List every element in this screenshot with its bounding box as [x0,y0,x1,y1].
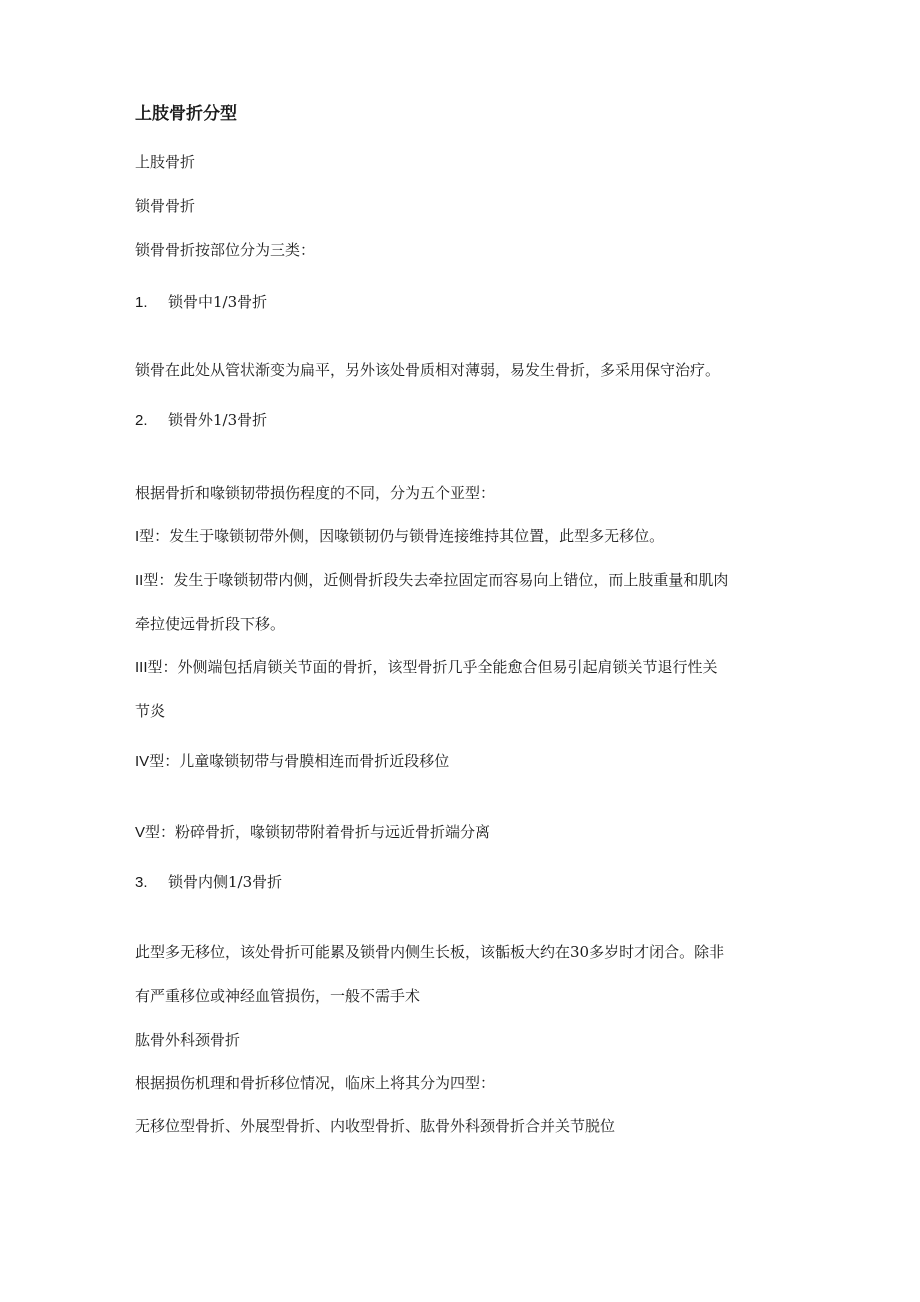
item1-description: 锁骨在此处从管状渐变为扁平，另外该处骨质相对薄弱，易发生骨折，多采用保守治疗。 [135,361,721,379]
subtype-i [135,526,664,547]
list-label: 锁骨中1/3骨折 [168,293,268,311]
section-heading: 上肢骨折 [135,153,196,171]
subtype-ii-continued: 牵拉使远骨折段下移。 [135,615,286,633]
item3-description: 此型多无移位，该处骨折可能累及锁骨内侧生长板，该骺板大约在30多岁时才闭合。除非 [135,943,725,961]
list-number: 1. [135,294,148,311]
subtype-code: I [135,528,140,545]
subtype-code: III [135,659,148,676]
list-number: 2. [135,412,148,429]
list-item-3 [135,872,282,893]
humerus-intro: 根据损伤机理和骨折移位情况，临床上将其分为四型： [135,1074,496,1092]
subtype-code: V [135,824,146,841]
humerus-heading: 肱骨外科颈骨折 [135,1031,241,1049]
subtype-code: II [135,572,144,589]
list-number: 3. [135,874,148,891]
intro-paragraph: 锁骨骨折按部位分为三类： [135,241,316,259]
list-item-2 [135,410,267,431]
subtype-ii [135,570,728,591]
subtype-text: 型：发生于喙锁韧带外侧，因喙锁韧仍与锁骨连接维持其位置，此型多无移位。 [139,527,665,545]
subtype-text: 型：发生于喙锁韧带内侧，近侧骨折段失去牵拉固定而容易向上错位，而上肢重量和肌肉 [143,571,729,589]
list-item-1 [135,292,267,313]
list-label: 锁骨内侧1/3骨折 [168,873,283,891]
subtype-v [135,822,490,843]
subtype-code: IV [135,753,150,770]
document-title: 上肢骨折分型 [135,104,237,124]
list-label: 锁骨外1/3骨折 [168,411,268,429]
subtype-iv [135,751,449,772]
subtype-text: 型：粉碎骨折，喙锁韧带附着骨折与远近骨折端分离 [145,823,491,841]
subsection-heading: 锁骨骨折 [135,197,196,215]
item3-description-continued: 有严重移位或神经血管损伤，一般不需手术 [135,987,421,1005]
humerus-types: 无移位型骨折、外展型骨折、内收型骨折、肱骨外科颈骨折合并关节脱位 [135,1117,616,1135]
subtype-text: 型：儿童喙锁韧带与骨膜相连而骨折近段移位 [149,752,450,770]
item2-description: 根据骨折和喙锁韧带损伤程度的不同，分为五个亚型： [135,484,496,502]
subtype-iii [135,657,718,678]
subtype-text: 型：外侧端包括肩锁关节面的骨折，该型骨折几乎全能愈合但易引起肩锁关节退行性关 [147,658,718,676]
subtype-iii-continued: 节炎 [135,702,166,720]
